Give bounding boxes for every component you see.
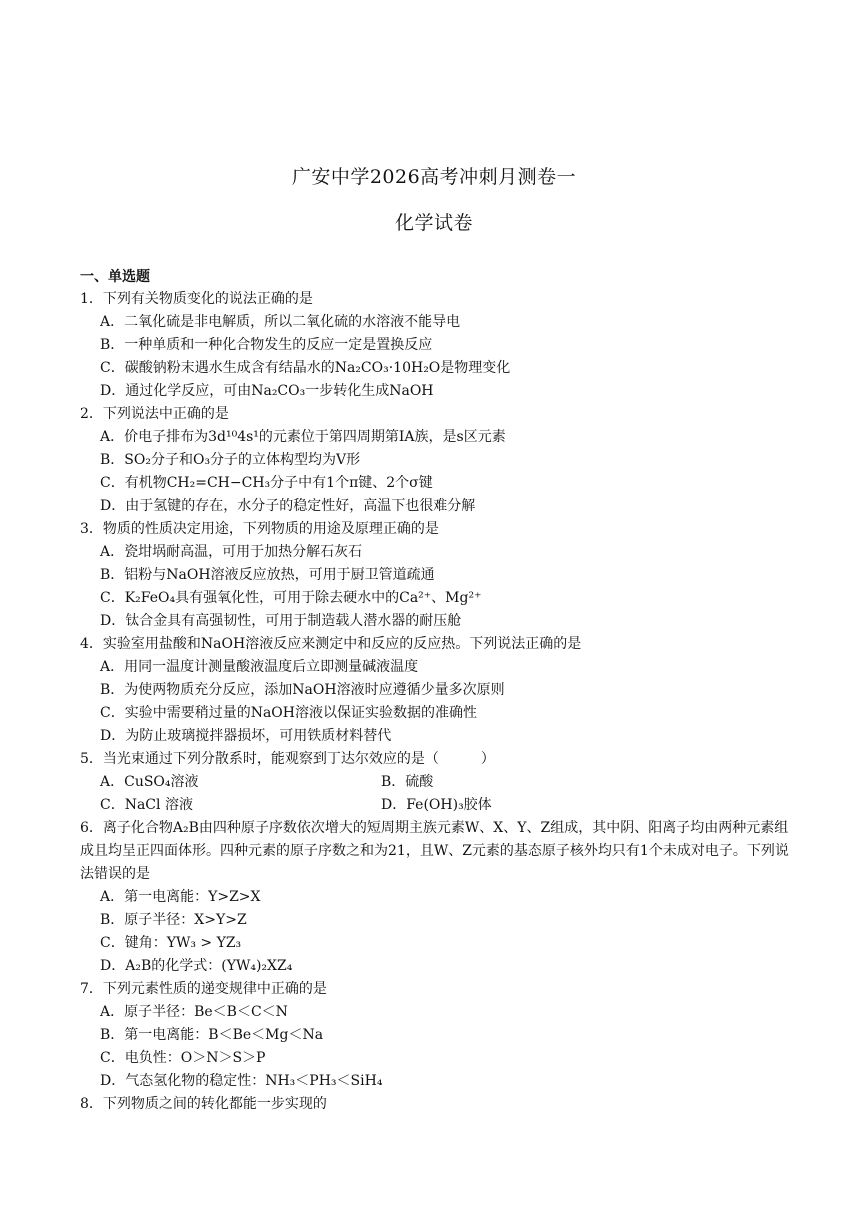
option-pair-row <box>80 771 792 794</box>
question-option: C．NaCl 溶液 <box>100 797 193 813</box>
question-stem: 2．下列说法中正确的是 <box>80 406 229 422</box>
question-option: C．有机物CH₂=CH−CH₃分子中有1个π键、2个σ键 <box>100 475 433 491</box>
question-stem: 5．当光束通过下列分散系时，能观察到丁达尔效应的是（ ） <box>80 751 495 767</box>
question-option: D．A₂B的化学式：(YW₄)₂XZ₄ <box>100 958 293 974</box>
question-option: D．钛合金具有高强韧性，可用于制造载人潜水器的耐压舱 <box>100 613 462 629</box>
exam-title: 广安中学2026高考冲刺月测卷一 <box>291 166 577 188</box>
question-option: B．原子半径：X>Y>Z <box>100 912 247 928</box>
question-option: A．价电子排布为3d¹⁰4s¹的元素位于第四周期第IA族，是s区元素 <box>100 429 506 445</box>
question-stem: 3．物质的性质决定用途，下列物质的用途及原理正确的是 <box>80 521 439 537</box>
question-option: B．SO₂分子和O₃分子的立体构型均为V形 <box>100 452 361 468</box>
question-option: B．一种单质和一种化合物发生的反应一定是置换反应 <box>100 337 433 353</box>
question-option: A．用同一温度计测量酸液温度后立即测量碱液温度 <box>100 659 419 675</box>
question-option: B．为使两物质充分反应，添加NaOH溶液时应遵循少量多次原则 <box>100 682 505 698</box>
question-option: D．由于氢键的存在，水分子的稳定性好，高温下也很难分解 <box>100 498 476 514</box>
question-option: B．硫酸 <box>381 774 434 790</box>
question-stem: 7．下列元素性质的递变规律中正确的是 <box>80 981 327 997</box>
question-option: D．气态氢化物的稳定性：NH₃＜PH₃＜SiH₄ <box>100 1073 383 1089</box>
question-option: D．Fe(OH)₃胶体 <box>381 797 492 813</box>
question-stem: 8．下列物质之间的转化都能一步实现的 <box>80 1096 327 1112</box>
question-option: C．键角：YW₃ > YZ₃ <box>100 935 242 951</box>
question-option: A．二氧化硫是非电解质，所以二氧化硫的水溶液不能导电 <box>100 314 461 330</box>
question-option: D．通过化学反应，可由Na₂CO₃一步转化生成NaOH <box>100 383 434 399</box>
question-option: C．实验中需要稍过量的NaOH溶液以保证实验数据的准确性 <box>100 705 477 721</box>
question-list <box>80 288 792 1116</box>
question-option: B．第一电离能：B＜Be＜Mg＜Na <box>100 1027 324 1043</box>
question-option: A．瓷坩埚耐高温，可用于加热分解石灰石 <box>100 544 363 560</box>
question-option: C．K₂FeO₄具有强氧化性，可用于除去硬水中的Ca²⁺、Mg²⁺ <box>100 590 482 606</box>
question-option: D．为防止玻璃搅拌器损坏，可用铁质材料替代 <box>100 728 392 744</box>
section-heading: 一、单选题 <box>80 269 150 285</box>
question-option: B．铝粉与NaOH溶液反应放热，可用于厨卫管道疏通 <box>100 567 435 583</box>
question-option: C．电负性：O＞N＞S＞P <box>100 1050 266 1066</box>
question-option: A．原子半径：Be＜B＜C＜N <box>100 1004 288 1020</box>
question-option: A．CuSO₄溶液 <box>100 774 199 790</box>
question-option: A．第一电离能：Y>Z>X <box>100 889 261 905</box>
exam-subtitle: 化学试卷 <box>394 212 473 234</box>
question-stem: 1．下列有关物质变化的说法正确的是 <box>80 291 313 307</box>
question-stem: 4．实验室用盐酸和NaOH溶液反应来测定中和反应的反应热。下列说法正确的是 <box>80 636 582 652</box>
question-stem: 6．离子化合物A₂B由四种原子序数依次增大的短周期主族元素W、X、Y、Z组成，其中阴、阳离子均由两种元素组成且均呈正四面体形。四种元素的原子序数之和为21，且W、Z元素的基态原子核外均只有1个未成对电子。下列说法错误的是 <box>80 820 789 882</box>
question-option: C．碳酸钠粉末遇水生成含有结晶水的Na₂CO₃·10H₂O是物理变化 <box>100 360 511 376</box>
option-pair-row <box>80 794 792 817</box>
